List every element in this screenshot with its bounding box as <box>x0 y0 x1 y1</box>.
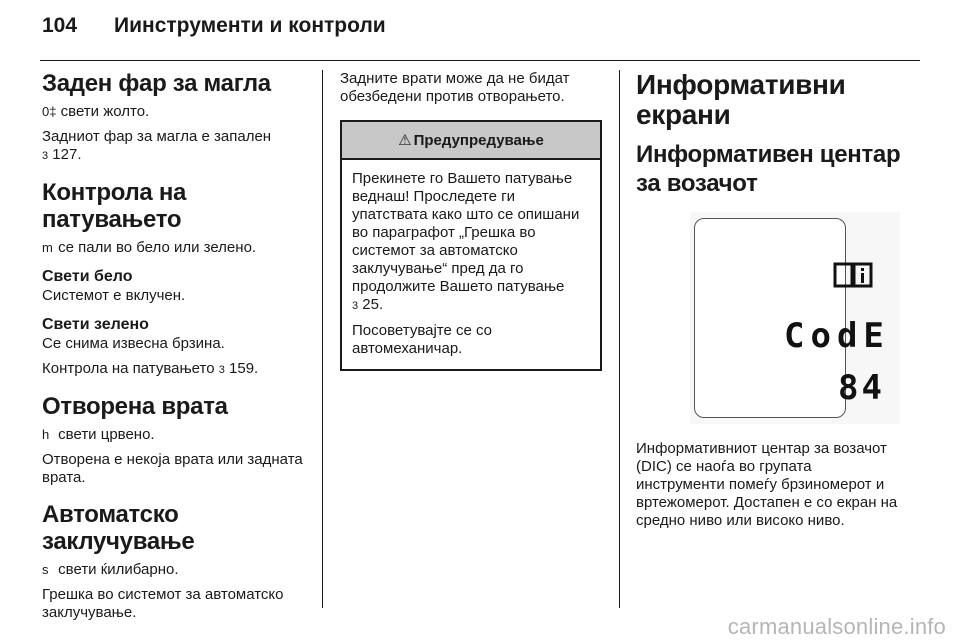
section-door-open <box>42 393 310 487</box>
autolock-status-text: свети ќилибарно. <box>58 561 179 578</box>
dic-code-readout: CodE <box>784 316 890 356</box>
page-ref-link[interactable]: 159. <box>229 360 259 377</box>
page-header <box>42 14 386 48</box>
section-title: Информативни екрани <box>636 69 846 130</box>
warning-advice: Посоветувајте се со автомеханичар. <box>352 322 493 357</box>
cruise-control-icon: m <box>42 240 53 255</box>
fog-description: Задниот фар за магла е запален <box>42 128 272 145</box>
cruise-status-text: се пали во бело или зелено. <box>58 239 257 256</box>
column-1 <box>42 70 310 629</box>
intro-text: Задните врати може да не бидат обезбедени против отворањето. <box>340 70 570 105</box>
warning-triangle-icon: ⚠ <box>398 132 412 149</box>
door-status-text: свети црвено. <box>58 426 155 443</box>
page-ref-arrow-icon: 3 <box>42 150 49 162</box>
section-rear-fog-light <box>42 70 310 165</box>
warning-title: Предупредување <box>413 131 544 149</box>
column-divider-1 <box>322 70 323 608</box>
fog-status-text: свети жолто. <box>60 103 150 120</box>
dic-caption: Информативниот центар за возачот (DIC) се наоѓа во групата инструменти помеѓу брзиномерот и вртежомерот. Достапен е со екран на средно ниво или високо ниво. <box>636 440 898 529</box>
cruise-ref-text: Контрола на патувањето <box>42 360 215 377</box>
column-2 <box>340 70 602 371</box>
subsection-text: Системот е вклучен. <box>42 287 186 304</box>
auto-lock-icon: s <box>42 562 49 577</box>
door-open-icon: h <box>42 427 50 442</box>
driver-info-center-illustration <box>690 212 900 424</box>
section-cruise-control <box>42 179 310 379</box>
column-divider-2 <box>619 70 620 608</box>
header-divider <box>40 60 920 61</box>
door-description: Отворена е некоја врата или задната врата. <box>42 451 303 486</box>
section-title: Заден фар за магла <box>42 70 271 97</box>
running-title: Иинструменти и контроли <box>114 14 386 37</box>
section-title: Отворена врата <box>42 393 228 420</box>
column-3 <box>636 70 902 537</box>
page-ref-link[interactable]: 127. <box>52 146 82 163</box>
watermark: carmanualsonline.info <box>727 614 946 639</box>
rear-fog-light-icon: 0‡ <box>42 104 57 119</box>
warning-body <box>342 160 600 369</box>
section-title: Контрола на патувањето <box>42 179 187 233</box>
autolock-description: Грешка во системот за автоматско заклучување. <box>42 586 284 621</box>
page-number: 104 <box>42 14 78 37</box>
page-ref-arrow-icon: 3 <box>352 300 359 312</box>
dic-number-readout: 84 <box>838 368 885 408</box>
warning-header <box>342 122 600 160</box>
subsection-title: Информативен центар за возачот <box>636 141 901 197</box>
page-ref-link[interactable]: 25. <box>362 296 384 313</box>
subsection-text: Се снима извесна брзина. <box>42 335 225 352</box>
page-ref-arrow-icon: 3 <box>218 364 225 376</box>
subsection-title: Свети бело <box>42 268 133 285</box>
info-book-icon <box>832 260 874 290</box>
section-title: Автоматско заклучување <box>42 501 195 555</box>
section-auto-lock <box>42 501 310 622</box>
warning-text: Прекинете го Вашето патување веднаш! Проследете ги упатствата како што се опишани во параграфот „Грешка во системот за автоматско заклучување“ пред да го продолжите Вашето патување <box>352 170 580 295</box>
subsection-title: Свети зелено <box>42 316 149 333</box>
warning-box <box>340 120 602 371</box>
